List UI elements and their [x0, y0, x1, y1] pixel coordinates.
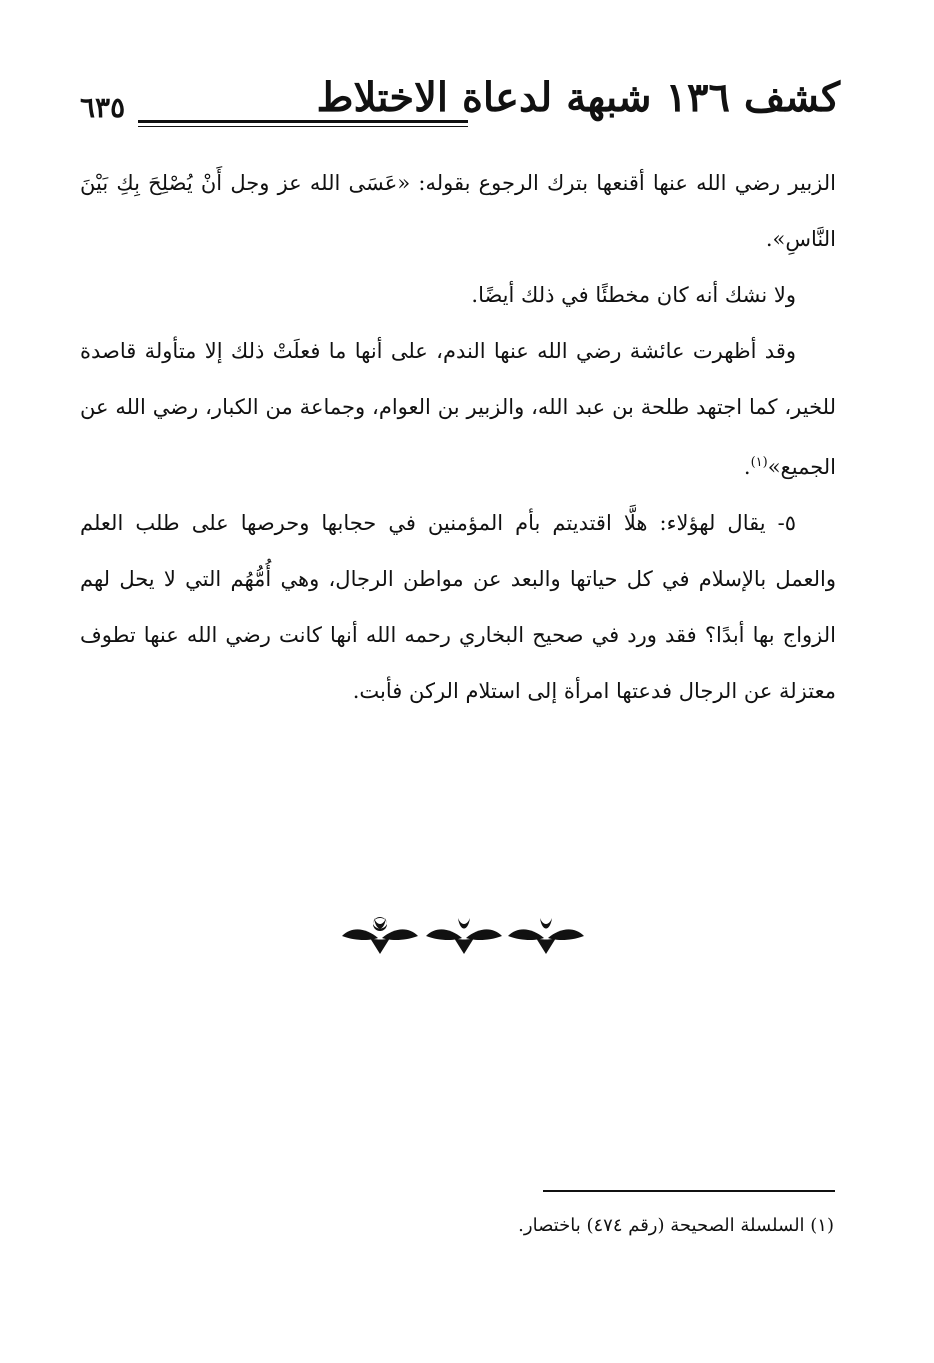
page-header — [80, 70, 840, 132]
page-number: ٦٣٥ — [80, 91, 126, 124]
paragraph-2: ولا نشك أنه كان مخطئًا في ذلك أيضًا. — [471, 283, 796, 307]
header-rule-thin — [138, 126, 468, 127]
floral-ornament-icon — [340, 912, 586, 958]
footnote-separator — [543, 1190, 835, 1192]
footnote-reference[interactable]: (١) — [750, 455, 768, 470]
paragraph-4: ٥- يقال لهؤلاء: هلَّا اقتديتم بأم المؤمنين في حجابها وحرصها على طلب العلم والعمل بالإسلام في كل حياتها والبعد عن مواطن الرجال، وهي أُمُّهُم التي لا يحل لهم الزواج بها أبدًا؟ فقد ورد في صحيح البخاري رحمه الله أنها كانت رضي الله عنها تطوف معتزلة عن الرجال فدعتها امرأة إلى استلام الركن فأبت. — [80, 511, 836, 703]
paragraph-1: الزبير رضي الله عنها أقنعها بترك الرجوع بقوله: «عَسَى الله عز وجل أَنْ يُصْلِحَ بِكِ بَيْنَ النَّاسِ». — [80, 171, 836, 251]
footnote: (١) السلسلة الصحيحة (رقم ٤٧٤) باختصار. — [518, 1215, 834, 1236]
paragraph-3-tail: . — [743, 455, 751, 479]
header-rule — [138, 120, 468, 123]
paragraph-3-text: وقد أظهرت عائشة رضي الله عنها الندم، على أنها ما فعلَتْ ذلك إلا متأولة قاصدة للخير، كما اجتهد طلحة بن عبد الله، والزبير بن العوام، وجماعة من الكبار، رضي الله عن الجميع» — [80, 339, 836, 479]
body-text — [80, 155, 836, 719]
paragraph-3 — [80, 323, 836, 495]
book-title: كشف ١٣٦ شبهة لدعاة الاختلاط — [316, 74, 840, 121]
